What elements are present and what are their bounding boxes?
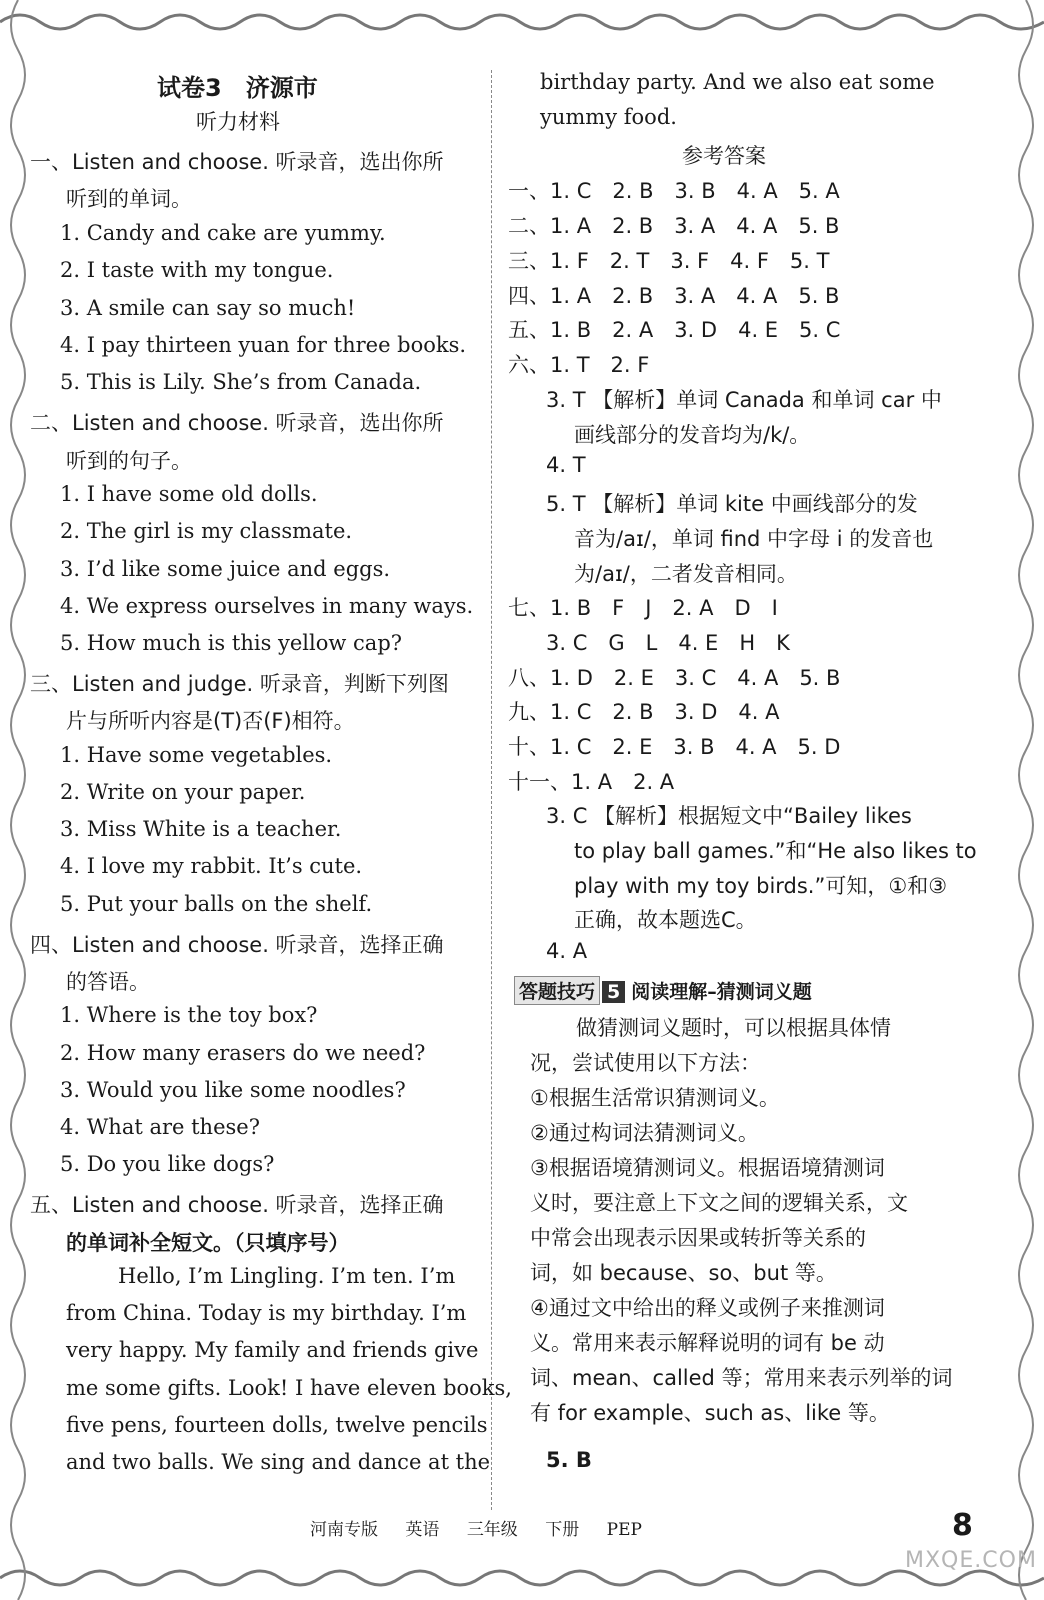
section-heading: 二、Listen and choose. 听录音，选出你所 — [30, 411, 444, 435]
tip-line: ②通过构词法猜测词义。 — [530, 1121, 759, 1145]
list-item: 1. Candy and cake are yummy. — [60, 221, 386, 245]
answer-explanation-cont: 为/aɪ/，二者发音相同。 — [574, 562, 798, 586]
footer — [310, 1515, 664, 1540]
frame-border-left — [0, 0, 40, 1600]
list-item: 3. Miss White is a teacher. — [60, 817, 342, 841]
list-item: 5. Put your balls on the shelf. — [60, 892, 373, 916]
section-heading-cont: 片与所听内容是(T)否(F)相符。 — [66, 709, 355, 733]
answer-row: 4. T — [546, 453, 586, 477]
tip-line: 中常会出现表示因果或转折等关系的 — [530, 1226, 866, 1250]
list-item: 3. A smile can say so much! — [60, 296, 356, 320]
tip-line: 况，尝试使用以下方法： — [530, 1051, 761, 1075]
tip-line: 词、mean、called 等；常用来表示列举的词 — [530, 1366, 953, 1390]
tip-line: 词，如 because、so、but 等。 — [530, 1261, 837, 1285]
tip-line: 做猜测词义题时，可以根据具体情 — [576, 1016, 891, 1040]
frame-border-right — [1004, 0, 1044, 1600]
list-item: 4. We express ourselves in many ways. — [60, 594, 474, 618]
passage-line: five pens, fourteen dolls, twelve pencils — [66, 1413, 488, 1437]
passage-line: from China. Today is my birthday. I’m — [66, 1301, 467, 1325]
answer-row: 十一、1. A 2. A — [508, 770, 675, 794]
list-item: 2. Write on your paper. — [60, 780, 306, 804]
passage-line: and two balls. We sing and dance at the — [66, 1450, 491, 1474]
passage-line: birthday party. And we also eat some — [540, 70, 935, 94]
answer-explanation-cont: play with my toy birds.”可知，①和③ — [574, 874, 948, 898]
list-item: 5. Do you like dogs? — [60, 1152, 275, 1176]
answer-explanation: 3. T 【解析】单词 Canada 和单词 car 中 — [546, 388, 942, 412]
answer-row: 二、1. A 2. B 3. A 4. A 5. B — [508, 214, 840, 238]
list-item: 2. I taste with my tongue. — [60, 258, 334, 282]
answer-row: 五、1. B 2. A 3. D 4. E 5. C — [508, 318, 841, 342]
answers-title: 参考答案 — [682, 144, 766, 168]
answer-row: 六、1. T 2. F — [508, 353, 650, 377]
passage-line: yummy food. — [540, 105, 677, 129]
section-subtitle: 听力材料 — [196, 110, 280, 134]
answer-row: 七、1. B F J 2. A D I — [508, 596, 778, 620]
footer-grade: 三年级 — [466, 1520, 518, 1540]
section-heading-cont: 听到的单词。 — [66, 187, 192, 211]
list-item: 4. I love my rabbit. It’s cute. — [60, 854, 363, 878]
list-item: 1. I have some old dolls. — [60, 482, 318, 506]
page-number: 8 — [952, 1508, 973, 1543]
list-item: 1. Where is the toy box? — [60, 1003, 318, 1027]
tip-header — [514, 976, 812, 1005]
passage-line: very happy. My family and friends give — [66, 1338, 479, 1362]
section-heading-cont: 听到的句子。 — [66, 449, 192, 473]
footer-subject: 英语 — [405, 1520, 440, 1540]
section-heading: 一、Listen and choose. 听录音，选出你所 — [30, 150, 444, 174]
tip-badge: 答题技巧 — [514, 976, 600, 1005]
answer-explanation-cont: 音为/aɪ/，单词 find 中字母 i 的发音也 — [574, 527, 934, 551]
list-item: 2. How many erasers do we need? — [60, 1041, 426, 1065]
section-heading: 四、Listen and choose. 听录音，选择正确 — [30, 933, 444, 957]
watermark: MXQE.COM — [905, 1548, 1037, 1573]
answer-explanation: 5. T 【解析】单词 kite 中画线部分的发 — [546, 492, 918, 516]
section-heading-cont: 的单词补全短文。（只填序号） — [66, 1231, 350, 1255]
tip-number: 5 — [602, 981, 625, 1003]
answer-row: 三、1. F 2. T 3. F 4. F 5. T — [508, 249, 830, 273]
answer-row: 一、1. C 2. B 3. B 4. A 5. A — [508, 179, 840, 203]
list-item: 1. Have some vegetables. — [60, 743, 333, 767]
footer-edition: 河南专版 — [310, 1520, 378, 1540]
tip-line: 有 for example、such as、like 等。 — [530, 1401, 890, 1425]
list-item: 5. How much is this yellow cap? — [60, 631, 403, 655]
list-item: 3. I’d like some juice and eggs. — [60, 557, 391, 581]
footer-term: 下册 — [545, 1520, 580, 1540]
tip-title: 阅读理解–猜测词义题 — [631, 981, 812, 1003]
answer-row: 九、1. C 2. B 3. D 4. A — [508, 700, 780, 724]
exam-title: 试卷3 济源市 — [157, 74, 318, 102]
answer-explanation: 3. C 【解析】根据短文中“Bailey likes — [546, 804, 912, 828]
tip-line: ①根据生活常识猜测词义。 — [530, 1086, 780, 1110]
answer-row: 5. B — [546, 1448, 592, 1472]
section-heading-cont: 的答语。 — [66, 970, 150, 994]
tip-line: 义。常用来表示解释说明的词有 be 动 — [530, 1331, 885, 1355]
section-heading: 三、Listen and judge. 听录音，判断下列图 — [30, 672, 449, 696]
tip-line: ④通过文中给出的释义或例子来推测词 — [530, 1296, 885, 1320]
passage-line: me some gifts. Look! I have eleven books, — [66, 1376, 512, 1400]
answer-row: 十、1. C 2. E 3. B 4. A 5. D — [508, 735, 841, 759]
list-item: 3. Would you like some noodles? — [60, 1078, 406, 1102]
answer-explanation-cont: 正确，故本题选C。 — [574, 908, 757, 932]
answer-row: 八、1. D 2. E 3. C 4. A 5. B — [508, 666, 841, 690]
passage-line: Hello, I’m Lingling. I’m ten. I’m — [118, 1264, 456, 1288]
list-item: 4. What are these? — [60, 1115, 260, 1139]
frame-border-bottom — [0, 1560, 1044, 1600]
tip-line: ③根据语境猜测词义。根据语境猜测词 — [530, 1156, 885, 1180]
column-divider — [491, 70, 492, 1510]
answer-row: 4. A — [546, 939, 588, 963]
frame-border-top — [0, 0, 1044, 40]
list-item: 2. The girl is my classmate. — [60, 519, 353, 543]
tip-line: 义时，要注意上下文之间的逻辑关系，文 — [530, 1191, 908, 1215]
answer-explanation-cont: 画线部分的发音均为/k/。 — [574, 423, 811, 447]
answer-explanation-cont: to play ball games.”和“He also likes to — [574, 839, 977, 863]
footer-version: PEP — [606, 1520, 642, 1540]
answer-row: 四、1. A 2. B 3. A 4. A 5. B — [508, 284, 840, 308]
section-heading: 五、Listen and choose. 听录音，选择正确 — [30, 1193, 444, 1217]
list-item: 5. This is Lily. She’s from Canada. — [60, 370, 422, 394]
answer-row: 3. C G L 4. E H K — [546, 631, 790, 655]
list-item: 4. I pay thirteen yuan for three books. — [60, 333, 467, 357]
